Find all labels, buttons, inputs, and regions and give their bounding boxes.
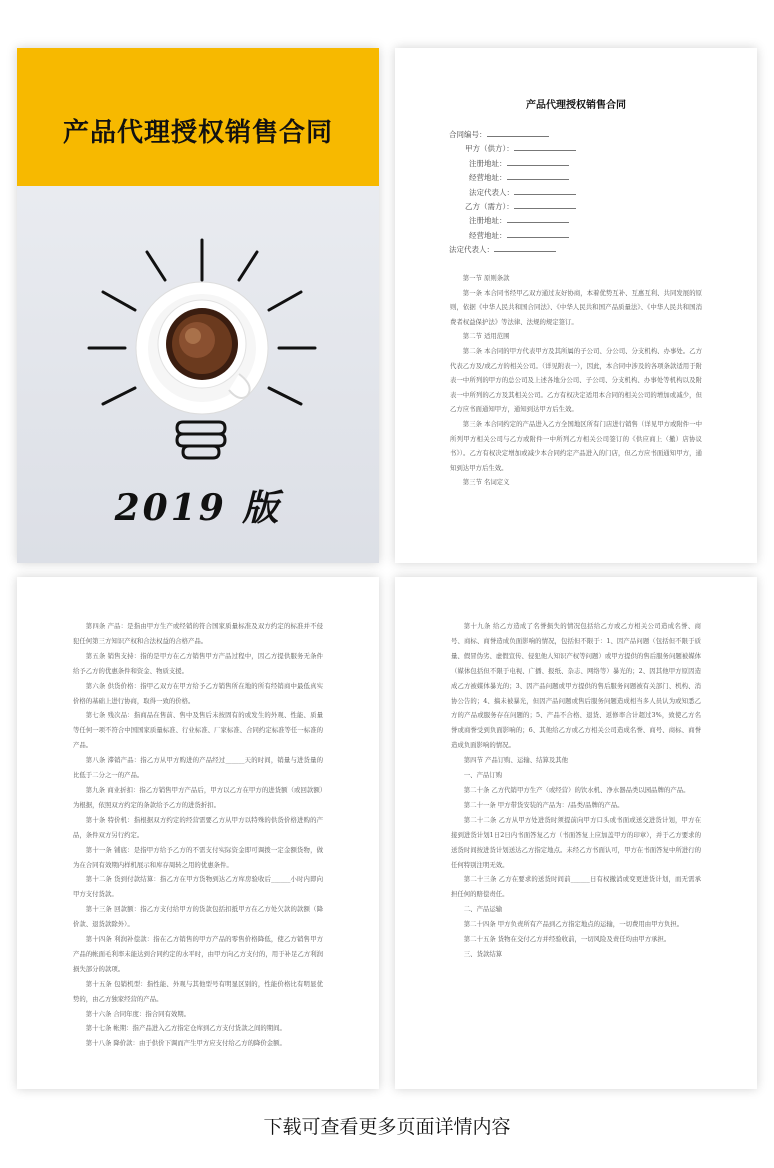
section-heading: 第三节 名词定义 [462, 478, 510, 487]
section-heading: 第四节 产品订购、运输、结算及其他 [463, 756, 569, 765]
form-row: 法定代表人： [449, 186, 709, 200]
subsection-heading: 三、货款结算 [463, 949, 503, 958]
clause: 第十六条 合同年度：指合同有效期。 [85, 1009, 191, 1018]
clause: 第十五条 包销机型：指性能、外观与其他型号有明显区别的，性能价格比有明显优势的，由乙方独家经营的产品。 [73, 979, 323, 1003]
subsection-heading: 二、产品运输 [463, 905, 503, 914]
contract-page-3 [395, 577, 757, 1089]
clause: 第九条 商业折扣：指乙方销售甲方产品后，甲方以乙方在甲方的进货额（或回款额）为根据，依照双方约定的条款给予乙方的进货折扣。 [73, 785, 323, 809]
clause: 第三条 本合同约定的产品进入乙方全国地区所有门店进行销售（详见甲方或附件一中所列甲方相关公司与乙方或附件一中所列乙方相关公司签订的《供应商上（撤）店协议书》）。乙方有权决定增加或减少本合同约定产品进入的门店，但乙方应书面通知甲方，通知到达甲方后生效。 [450, 419, 702, 472]
contract-title: 产品代理授权销售合同 [526, 100, 626, 111]
form-row: 合同编号： [449, 128, 709, 142]
clause: 第二十三条 乙方在要求的送货时间前______日有权撤消或变更进货计划，而无需承担任何的赔偿责任。 [451, 875, 701, 899]
clause: 第八条 滞销产品：指乙方从甲方购进的产品经过______天的时间，销量与进货量的比低于二分之一的产品。 [73, 756, 323, 780]
clause: 第二十条 乙方代销甲方生产（或经营）的饮水机、净水器品类以园品牌的产品。 [463, 785, 690, 794]
form-row: 甲方（供方）： [449, 142, 709, 156]
clause: 第二十五条 货物在交付乙方并经验收前，一切风险及责任均由甲方承担。 [463, 935, 671, 944]
clause: 第十一条 铺底：是指甲方给予乙方的不需支付实际资金即可调拨一定金额货物，做为在合同有效期内样机展示和库存周转之用的优惠条件。 [73, 845, 323, 869]
download-caption[interactable]: 下载可查看更多页面详情内容 [263, 1116, 511, 1138]
contract-body [451, 619, 701, 962]
clause: 第十三条 回款额：指乙方支付给甲方的货款包括扣抵甲方在乙方处欠款的款额（降价款、退货款除外）。 [73, 905, 323, 929]
clause: 第十七条 帐期：指产品进入乙方指定仓库到乙方支付货款之间的期间。 [85, 1024, 286, 1033]
section-heading: 第一节 原则条款 [462, 274, 510, 282]
clause: 第十条 特价机：指根据双方约定的经营需要乙方从甲方以特殊的供货价格进购的产品，条件双方另行约定。 [73, 815, 323, 839]
clause: 第二十四条 甲方负责所有产品到乙方指定地点的运输，一切费用由甲方负担。 [463, 920, 684, 929]
subsection-heading: 一、产品订购 [463, 771, 503, 780]
contract-page-1 [395, 48, 757, 563]
contract-header-form [449, 128, 709, 258]
cover-page [17, 48, 379, 563]
form-row: 经营地址： [449, 171, 709, 185]
form-row: 乙方（需方）： [449, 200, 709, 214]
clause: 第一条 本合同书经甲乙双方通过友好协商，本着优势互补、互惠互利、共同发展的原则，依据《中华人民共和国合同法》、《中华人民共和国产品质量法》、《中华人民共和国消费者权益保护法》等法律、法规的规定签订。 [450, 288, 702, 326]
edition-label: 2019 版 [114, 487, 282, 529]
contract-page-2 [17, 577, 379, 1089]
contract-body [450, 271, 702, 490]
form-row: 经营地址： [449, 229, 709, 243]
clause: 第十八条 降价款：由于供价下调而产生甲方应支付给乙方的降价金额。 [85, 1039, 286, 1048]
clause: 第七条 残次品：指商品在售前、售中及售后未按固有的或发生的外观、性能、质量等任何一项不符合中国国家质量标准、行业标准、厂家标准、合同约定标准等任一标准的产品。 [73, 711, 323, 750]
coffee-lightbulb-icon [17, 228, 379, 468]
clause: 第十二条 货到付款结算：指乙方在甲方货物到达乙方库房验收后______小时内即向甲方支付货款。 [73, 875, 323, 899]
clause: 第六条 供货价格：指甲乙双方在甲方给予乙方销售所在地的所有经销商中最低真实价格的基础上进行协商，取得一致的价格。 [73, 681, 323, 705]
clause: 第四条 产品：是指由甲方生产或经销的符合国家质量标准及双方约定的标准并不侵犯任何第三方知识产权和合法权益的合格产品。 [73, 622, 323, 645]
form-row: 法定代表人： [449, 243, 709, 257]
clause: 第十四条 利润补偿款：指在乙方销售的甲方产品的零售价格降低，使乙方销售甲方产品的帐面毛利率未能达到合同约定的水平时，由甲方向乙方支付的，用于补足乙方利润损失部分的款项。 [73, 935, 323, 973]
form-row: 注册地址： [449, 157, 709, 171]
clause: 第五条 销售支持：指的是甲方在乙方销售甲方产品过程中，因乙方提供服务无条件给予乙方的优惠条件和资金、物质支援。 [73, 651, 323, 675]
section-heading: 第二节 适用范围 [462, 332, 510, 341]
contract-body [73, 619, 323, 1051]
form-row: 注册地址： [449, 214, 709, 228]
clause: 第十九条 给乙方造成了名誉损失的情况包括给乙方或乙方相关公司造成名誉、商号、商标、商誉造成负面影响的情况，包括但不限于：1、因产品问题（包括但不限于质量、假冒伪劣、虚假宣传、侵犯他人知识产权等问题）或甲方提供的售后服务问题被媒体（媒体包括但不限于电视、广播、报纸、杂志、网络等）暴光的；2、因其他甲方原因造成乙方被媒体暴光的；3、因产品问题或甲方提供的售后服务问题被有关部门、机构、消协公告的；4、搞未被暴光，但因产品问题或售后服务问题造成相当多人员认为或知悉乙方的产品或服务存在问题的；5、产品不合格、退货、返修率合计超过3%，致使乙方名誉或商誉受到负面影响的；6、其他给乙方或乙方相关公司造成名誉、商号、商标、商誉造成负面影响的情况。 [451, 622, 701, 750]
clause: 第二条 本合同的甲方代表甲方及其所属的子公司、分公司、分支机构、办事处。乙方代表乙方及/或乙方的相关公司。（详见附表一），因此，本合同中涉及的各项条款适用于附表一中所列的甲方的总公司及上述各地分公司、子公司、分支机构、办事处等机构以及附表一中所列的乙方及其相关公司。乙方有权决定适用本合同的相关公司的增加或减少，但乙方应书面通知甲方，通知到达甲方后生效。 [450, 346, 702, 414]
clause: 第二十二条 乙方从甲方处进货时须提前向甲方口头或书面或送交进货计划，甲方在接到进货计划1日2日内书面答复乙方（书面答复上应加盖甲方的印章），并于乙方要求的送货时间按进货计划送达乙方指定地点。未经乙方书面认可，甲方在书面答复中所进行的任何特别注明无效。 [451, 815, 701, 869]
clause: 第二十一条 甲方带货安装的产品为：/品类/品牌的产品。 [463, 800, 624, 809]
cover-title: 产品代理授权销售合同 [62, 118, 333, 148]
